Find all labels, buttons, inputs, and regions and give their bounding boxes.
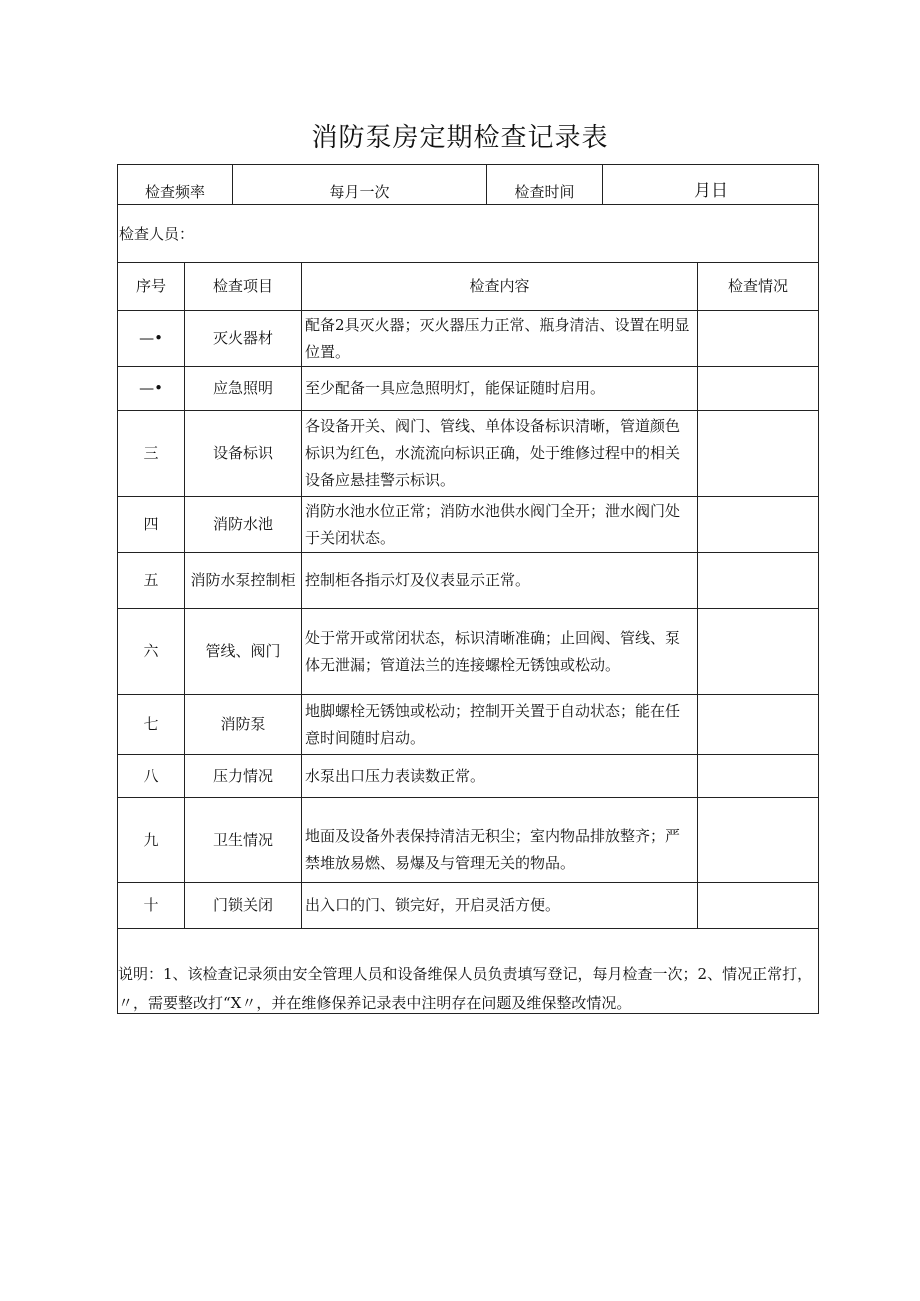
row-content: 各设备开关、阀门、管线、单体设备标识清晰，管道颜色标识为红色，水流流向标识正确，处于维修过程中的相关设备应悬挂警示标识。: [305, 417, 681, 489]
row-status[interactable]: [698, 609, 818, 694]
row-content: 至少配备一具应急照明灯，能保证随时启用。: [305, 379, 606, 397]
row-status[interactable]: [698, 695, 818, 754]
page-title: 消防泵房定期检查记录表: [311, 123, 609, 153]
row-number: —•: [139, 329, 163, 347]
row-item: 卫生情况: [212, 830, 273, 849]
row-number: 十: [143, 896, 159, 914]
row-number: 五: [143, 571, 159, 589]
row-status[interactable]: [698, 553, 818, 608]
frequency-value: 每月一次: [329, 182, 390, 201]
time-value: 月日: [694, 180, 728, 201]
row-number: 六: [143, 642, 159, 660]
row-item: 管线、阀门: [205, 642, 281, 660]
row-status[interactable]: [698, 497, 818, 552]
row-number: 九: [143, 830, 159, 849]
row-item: 设备标识: [212, 444, 273, 462]
inspector-label: 检查人员：: [119, 224, 195, 243]
column-header-status: 检查情况: [727, 277, 788, 295]
row-status[interactable]: [698, 883, 818, 928]
column-header-content: 检查内容: [469, 277, 530, 295]
row-item: 消防水泵控制柜: [190, 571, 296, 589]
table-rule: [117, 928, 819, 929]
column-header-item: 检查项目: [212, 277, 273, 295]
frequency-label: 检查频率: [144, 182, 205, 201]
row-content: 处于常开或常闭状态，标识清晰准确；止回阀、管线、泵体无泄漏；管道法兰的连接螺栓无锈蚀或松动。: [305, 628, 681, 674]
time-label: 检查时间: [514, 182, 575, 201]
row-number: 三: [143, 444, 159, 462]
row-content: 地脚螺栓无锈蚀或松动；控制开关置于自动状态；能在任意时间随时启动。: [305, 701, 681, 747]
row-content: 地面及设备外表保持清洁无积尘；室内物品排放整齐；严禁堆放易燃、易爆及与管理无关的物品。: [305, 827, 681, 872]
row-content: 水泵出口压力表读数正常。: [305, 766, 486, 785]
row-content: 配备2具灭火器；灭火器压力正常、瓶身清洁、设置在明显位置。: [305, 315, 690, 361]
row-item: 灭火器材: [212, 329, 273, 347]
row-item: 压力情况: [212, 766, 273, 785]
row-status[interactable]: [698, 311, 818, 366]
row-item: 消防泵: [220, 715, 266, 733]
row-number: 四: [143, 515, 159, 533]
row-status[interactable]: [698, 411, 818, 496]
row-item: 应急照明: [212, 379, 273, 397]
row-item: 消防水池: [212, 515, 273, 533]
row-item: 门锁关闭: [212, 896, 273, 914]
note-text: 说明：1、该检查记录须由安全管理人员和设备维保人员负责填写登记，每月检查一次；2、情况正常打，〃，需要整改打“X〃，并在维修保养记录表中注明存在问题及维保整改情况。: [118, 965, 813, 1012]
row-number: 七: [143, 715, 159, 733]
column-header-number: 序号: [135, 277, 166, 295]
row-status[interactable]: [698, 755, 818, 797]
row-status[interactable]: [698, 798, 818, 882]
row-status[interactable]: [698, 367, 818, 410]
row-content: 出入口的门、锁完好，开启灵活方便。: [305, 896, 561, 914]
row-number: —•: [139, 379, 163, 397]
row-content: 控制柜各指示灯及仪表显示正常。: [305, 571, 531, 589]
row-content: 消防水池水位正常；消防水池供水阀门全开；泄水阀门处于关闭状态。: [305, 501, 681, 547]
row-number: 八: [143, 766, 159, 785]
